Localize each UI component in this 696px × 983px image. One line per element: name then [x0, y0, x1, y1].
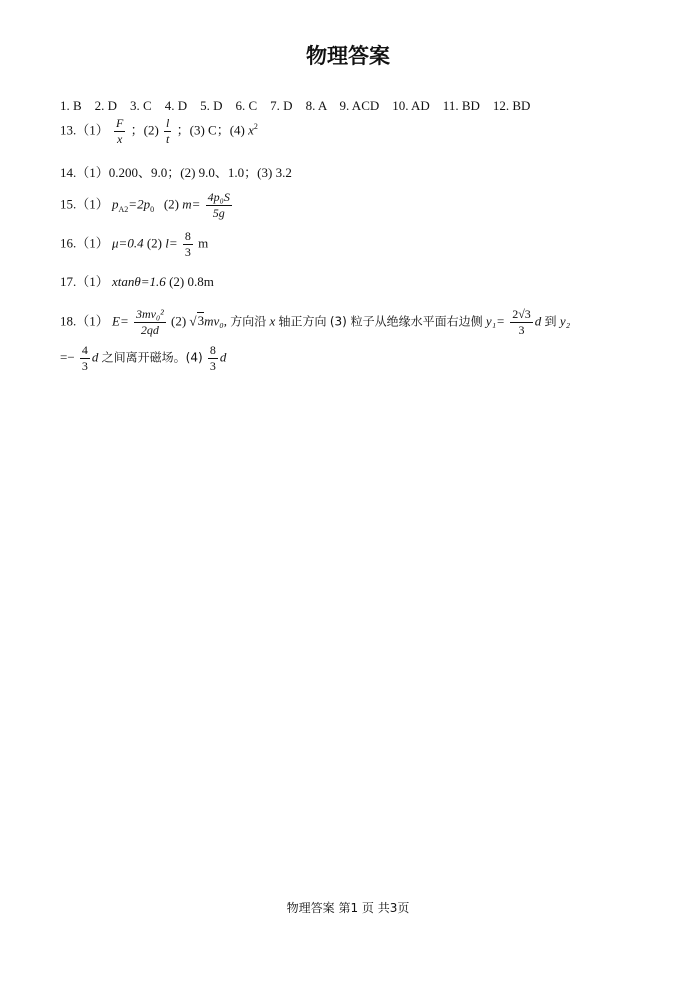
q13-sep1: ；(2) — [130, 122, 159, 138]
q18-mv: mv₀, — [204, 313, 227, 329]
q18-frac4-num: 8 — [209, 343, 216, 357]
q18-sqrt: 3 — [197, 313, 205, 329]
q13-label: 13.（1） — [60, 122, 109, 138]
q13-frac2-num: l — [166, 116, 170, 130]
q18-eq2: =− — [60, 349, 75, 365]
q18-axis: 轴正方向 — [278, 314, 327, 329]
q18-frac2-num: 2√3 — [512, 307, 531, 321]
q18-frac4-den: 3 — [209, 359, 216, 373]
q16-mu: μ=0.4 — [112, 235, 144, 251]
q15-part2: (2) — [163, 196, 179, 212]
q15-frac-num: 4p₀S — [207, 190, 230, 204]
q13-sep2: ；(3) C；(4) — [176, 122, 245, 138]
q15-label: 15.（1） — [60, 196, 109, 212]
q18-x: x — [269, 313, 276, 329]
page-title: 物理答案 — [306, 44, 390, 68]
q15-eq: =2p — [128, 196, 151, 212]
q13-frac2-den: t — [166, 132, 170, 146]
q16-fraction — [183, 229, 193, 260]
q13-frac1-num: F — [116, 116, 124, 130]
q17-label: 17.（1） — [60, 274, 109, 289]
q15-sub0: 0 — [150, 205, 155, 215]
q18-to: 到 — [544, 314, 557, 329]
q18-fraction-2 — [510, 307, 533, 338]
q16-label: 16.（1） — [60, 235, 109, 251]
q18-part3: (3) 粒子从绝缘水平面右边侧 — [329, 314, 483, 329]
page-footer: 物理答案 第1 页 共3页 — [286, 901, 410, 915]
q18-part2: (2) — [171, 313, 187, 329]
q15-fraction — [206, 190, 232, 221]
q18-fraction-1 — [134, 307, 166, 338]
q16-l: l= — [165, 235, 178, 251]
q13-exp: 2 — [253, 122, 258, 132]
answer-line-17 — [60, 271, 214, 290]
q18-frac3-den: 3 — [81, 359, 88, 373]
answer-line-15 — [60, 190, 234, 221]
answer-line-16 — [60, 229, 208, 260]
answer-line-1-12: 1. B 2. D 3. C 4. D 5. D 6. C 7. D 8. A 9. ACD 10. AD 11. BD 12. BD — [60, 98, 531, 113]
answer-line-14: 14.（1）0.200、9.0；(2) 9.0、1.0；(3) 3.2 — [60, 165, 292, 180]
q18-frac1-num: 3mv₀² — [135, 307, 164, 321]
answer-line-18a — [60, 307, 570, 338]
q18-y2: y₂ — [559, 313, 571, 329]
q15-p: p — [112, 196, 119, 212]
q18-frac2-den: 3 — [518, 323, 525, 337]
q16-unit: m — [198, 235, 209, 251]
q18-y1: y₁= — [485, 313, 505, 329]
q18-fraction-4 — [208, 343, 218, 374]
q18-E: E= — [112, 313, 129, 329]
q18-label: 18.（1） — [60, 313, 109, 329]
answer-line-18b — [60, 343, 226, 374]
q18-d2: d — [91, 349, 99, 365]
sqrt-sign: √ — [189, 313, 197, 329]
q13-fraction-2 — [164, 116, 171, 147]
q18-d1: d — [534, 313, 542, 329]
q18-frac1-den: 2qd — [140, 323, 159, 337]
q18-d3: d — [219, 349, 227, 365]
q13-var: x — [248, 122, 254, 138]
q13-frac1-den: x — [117, 132, 123, 146]
q15-sub: A2 — [118, 205, 129, 215]
q13-fraction-1 — [114, 116, 125, 147]
q17-part2: (2) 0.8m — [169, 274, 214, 289]
q16-frac-den: 3 — [184, 245, 191, 259]
q16-frac-num: 8 — [184, 229, 191, 243]
answer-line-13 — [60, 116, 258, 147]
q18-dir: 方向沿 — [230, 314, 267, 329]
q18-between: 之间离开磁场。(4) — [101, 350, 203, 365]
q16-part2: (2) — [146, 235, 162, 251]
q18-fraction-3 — [80, 343, 90, 374]
q15-m: m= — [182, 196, 201, 212]
q18-frac3-num: 4 — [81, 343, 88, 357]
q17-expr: xtanθ=1.6 — [112, 274, 166, 289]
q15-frac-den: 5g — [212, 206, 225, 220]
